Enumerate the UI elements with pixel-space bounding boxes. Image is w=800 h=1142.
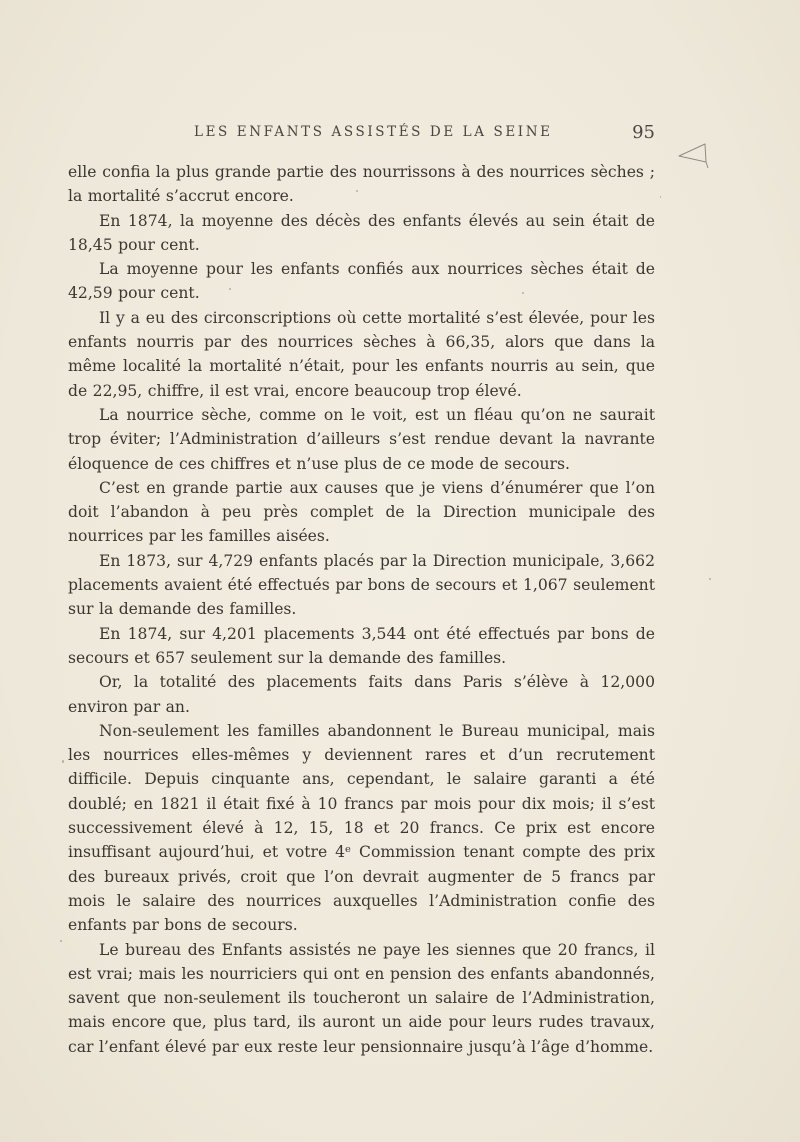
page-header <box>68 122 655 146</box>
paragraph: Il y a eu des circonscriptions où cette mortalité s’est élevée, pour les enfants nourris par des nourrices sèches à 66,35, alors que dans la même localité la mortalité n’était, pour les enfants nourris au sein, que de 22,95, chiffre, il est vrai, encore beaucoup trop élevé. <box>68 308 655 400</box>
body-text <box>68 160 655 1059</box>
paragraph: En 1874, sur 4,201 placements 3,544 ont été effectués par bons de secours et 657 seulement sur la demande des familles. <box>68 624 655 667</box>
paragraph: La nourrice sèche, comme on le voit, est un fléau qu’on ne saurait trop éviter; l’Administration d’ailleurs s’est rendue devant la navrante éloquence de ces chiffres et n’use plus de ce mode de secours. <box>68 405 655 473</box>
paragraph: En 1873, sur 4,729 enfants placés par la Direction municipale, 3,662 placements avaient été effectués par bons de secours et 1,067 seulement sur la demande des familles. <box>68 551 655 619</box>
paragraph: Or, la totalité des placements faits dans Paris s’élève à 12,000 environ par an. <box>68 673 655 716</box>
paragraph: elle confia la plus grande partie des nourrissons à des nourrices sèches ; la mortalité s’accrut encore. <box>68 163 655 206</box>
page-number: 95 <box>632 122 655 143</box>
paragraph: La moyenne pour les enfants confiés aux nourrices sèches était de 42,59 pour cent. <box>68 260 655 303</box>
paragraph: Non-seulement les familles abandonnent le Bureau municipal, mais les nourrices elles-mêmes y deviennent rares et d’un recrutement difficile. Depuis cinquante ans, cependant, le salaire garanti a été doublé; en 1821 il était fixé à 10 francs par mois pour dix mois; il s’est successivement élevé à 12, 15, 18 et 20 francs. Ce prix est encore insuffisant aujourd’hui, et votre 4ᵉ Commission tenant compte des prix des bureaux privés, croit que l’on devrait augmenter de 5 francs par mois le salaire des nourrices auxquelles l’Administration confie des enfants par bons de secours. <box>68 721 655 935</box>
paragraph: Le bureau des Enfants assistés ne paye les siennes que 20 francs, il est vrai; mais les nourriciers qui ont en pension des enfants abandonnés, savent que non-seulement ils toucheront un salaire de l’Administration, mais encore que, plus tard, ils auront un aide pour leurs rudes travaux, car l’enfant élevé par eux reste leur pensionnaire jusqu’à l’âge d’homme. <box>68 940 655 1056</box>
pencil-mark-icon <box>675 138 715 172</box>
running-title: LES ENFANTS ASSISTÉS DE LA SEINE <box>194 124 553 140</box>
paragraph: En 1874, la moyenne des décès des enfants élevés au sein était de 18,45 pour cent. <box>68 211 655 254</box>
paragraph: C’est en grande partie aux causes que je viens d’énumérer que l’on doit l’abandon à peu près complet de la Direction municipale des nourrices par les familles aisées. <box>68 478 655 546</box>
